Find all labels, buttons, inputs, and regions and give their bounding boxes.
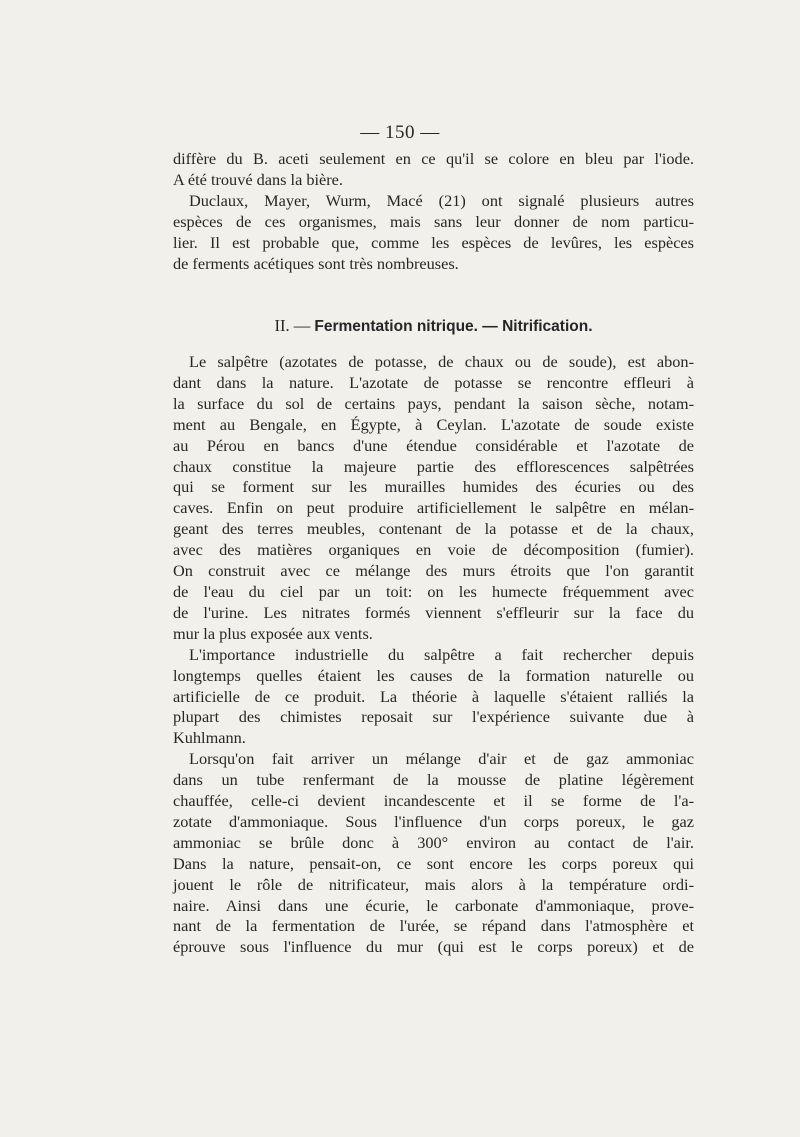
text-line: au Pérou en bancs d'une étendue considérable et l'azotate de	[173, 435, 694, 455]
intro-text	[173, 149, 694, 274]
text-line: lier. Il est probable que, comme les espèces de levûres, les espèces	[173, 232, 694, 252]
text-line: de l'urine. Les nitrates formés viennent s'effleurir sur la face du	[173, 602, 694, 622]
text-line: L'importance industrielle du salpêtre a fait rechercher depuis	[189, 644, 694, 664]
text-line: diffère du B. aceti seulement en ce qu'il se colore en bleu par l'iode.	[173, 149, 694, 168]
text-line: éprouve sous l'influence du mur (qui est le corps poreux) et de	[173, 937, 694, 957]
text-line: dant dans la nature. L'azotate de potasse se rencontre effleuri à	[173, 372, 694, 392]
text-line: naire. Ainsi dans une écurie, le carbonate d'ammoniaque, prove-	[173, 895, 694, 915]
text-line: A été trouvé dans la bière.	[173, 169, 343, 189]
section-title: Fermentation nitrique. — Nitrification.	[314, 318, 593, 335]
paragraph	[173, 191, 694, 275]
text-line: zotate d'ammoniaque. Sous l'influence d'un corps poreux, le gaz	[173, 811, 694, 831]
text-line: qui se forment sur les murailles humides des écuries ou des	[173, 477, 694, 497]
text-line: Le salpêtre (azotates de potasse, de chaux ou de soude), est abon-	[189, 352, 694, 371]
text-line: chaux constitue la majeure partie des efflorescences salpêtrées	[173, 456, 694, 476]
text-line: dans un tube renfermant de la mousse de platine légèrement	[173, 770, 694, 790]
section-heading	[173, 315, 694, 338]
text-line: Duclaux, Mayer, Wurm, Macé (21) ont signalé plusieurs autres	[189, 190, 694, 210]
text-line: de l'eau du ciel par un toit: on les humecte fréquemment avec	[173, 581, 694, 601]
text-line: jouent le rôle de nitrificateur, mais alors à la température ordi-	[173, 874, 694, 894]
text-line: artificielle de ce produit. La théorie à laquelle s'étaient ralliés la	[173, 686, 694, 706]
text-line: chauffée, celle-ci devient incandescente et il se forme de l'a-	[173, 791, 694, 811]
paragraph	[173, 149, 694, 191]
text-line: caves. Enfin on peut produire artificiellement le salpêtre en mélan-	[173, 498, 694, 518]
text-line: longtemps quelles étaient les causes de la formation naturelle ou	[173, 665, 694, 685]
paragraph	[173, 352, 694, 645]
text-line: de ferments acétiques sont très nombreuses.	[173, 253, 459, 273]
body-text	[173, 352, 694, 958]
text-line: ammoniac se brûle donc à 300° environ au contact de l'air.	[173, 832, 694, 852]
text-line: espèces de ces organismes, mais sans leur donner de nom particu-	[173, 211, 694, 231]
text-line: avec des matières organiques en voie de décomposition (fumier).	[173, 540, 694, 560]
text-line: Lorsqu'on fait arriver un mélange d'air et de gaz ammoniac	[189, 749, 694, 769]
text-line: plupart des chimistes reposait sur l'expérience suivante due à	[173, 707, 694, 727]
paragraph	[173, 645, 694, 750]
text-line: ment au Bengale, en Égypte, à Ceylan. L'azotate de soude existe	[173, 414, 694, 434]
text-line: mur la plus exposée aux vents.	[173, 623, 373, 643]
section-numeral: II. —	[274, 316, 311, 335]
paragraph	[173, 749, 694, 958]
text-line: Dans la nature, pensait-on, ce sont encore les corps poreux qui	[173, 853, 694, 873]
text-line: nant de la fermentation de l'urée, se répand dans l'atmosphère et	[173, 916, 694, 936]
page-number: — 150 —	[360, 122, 440, 143]
text-line: geant des terres meubles, contenant de la potasse et de la chaux,	[173, 519, 694, 539]
text-line: la surface du sol de certains pays, pendant la saison sèche, notam-	[173, 393, 694, 413]
text-line: On construit avec ce mélange des murs étroits que l'on garantit	[173, 561, 694, 581]
text-line: Kuhlmann.	[173, 728, 246, 748]
